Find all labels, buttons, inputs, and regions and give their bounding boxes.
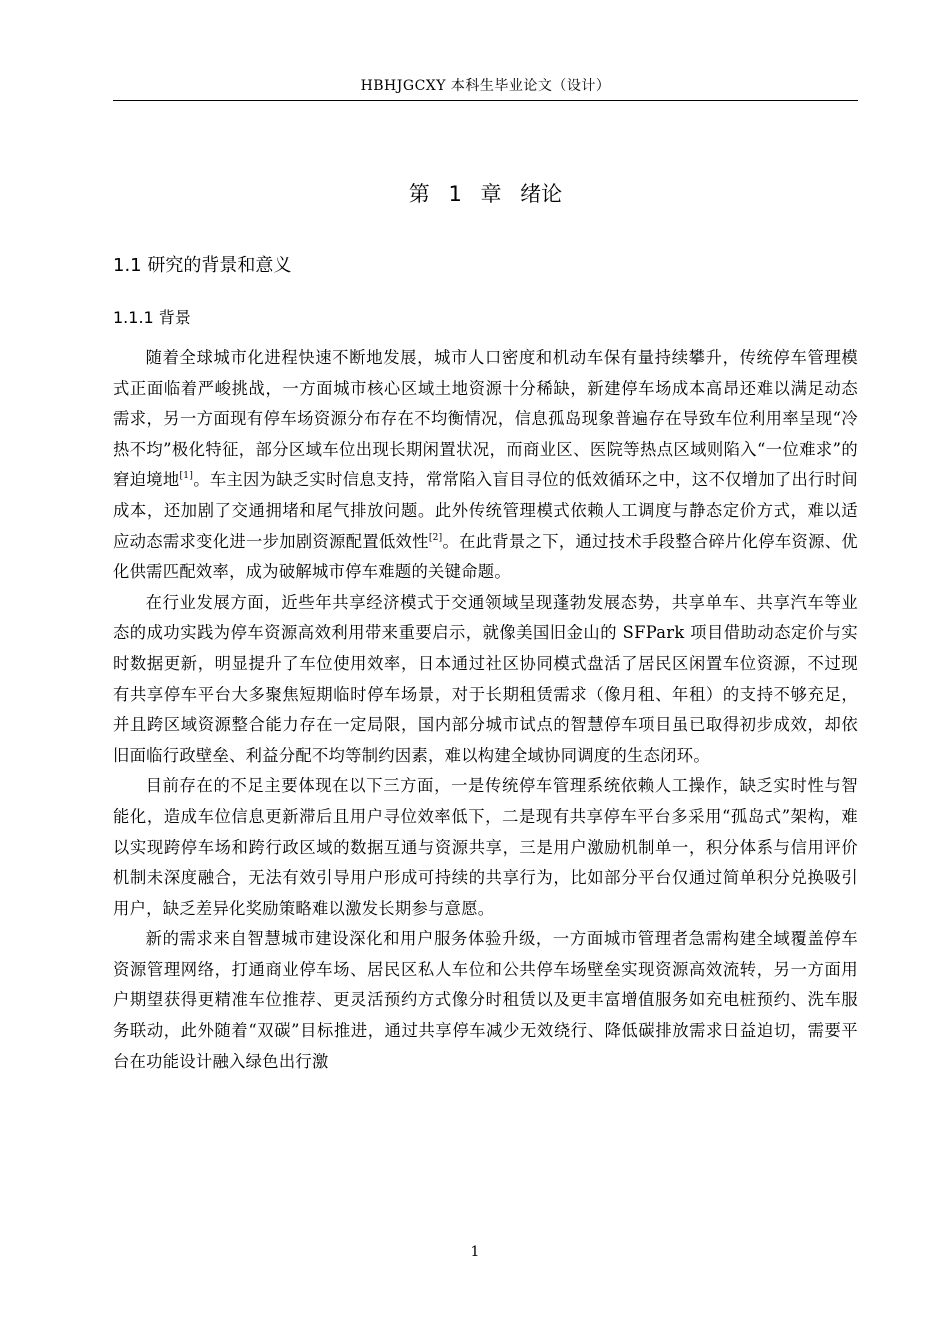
paragraph-4: 新的需求来自智慧城市建设深化和用户服务体验升级，一方面城市管理者急需构建全域覆盖停车资源管理网络，打通商业停车场、居民区私人车位和公共停车场壁垒实现资源高效流转，另一方面用户期望获得更精准车位推荐、更灵活预约方式像分时租赁以及更丰富增值服务如充电桩预约、洗车服务联动，此外随着“双碳”目标推进，通过共享停车减少无效绕行、降低碳排放需求日益迫切，需要平台在功能设计融入绿色出行激 [113, 929, 858, 1071]
paragraph-2: 在行业发展方面，近些年共享经济模式于交通领域呈现蓬勃发展态势，共享单车、共享汽车等业态的成功实践为停车资源高效利用带来重要启示，就像美国旧金山的 SFPark 项目借助动态定价与实时数据更新，明显提升了车位使用效率，日本通过社区协同模式盘活了居民区闲置车位资源，不过现有共享停车平台大多聚焦短期临时停车场景，对于长期租赁需求（像月租、年租）的支持不够充足，并且跨区域资源整合能力存在一定局限，国内部分城市试点的智慧停车项目虽已取得初步成效，却依旧面临行政壁垒、利益分配不均等制约因素，难以构建全域协同调度的生态闭环。 [113, 592, 858, 765]
paragraph-1-text-before: 随着全球城市化进程快速不断地发展，城市人口密度和机动车保有量持续攀升，传统停车管理模式正面临着严峻挑战，一方面城市核心区域土地资源十分稀缺，新建停车场成本高昂还难以满足动态需求，另一方面现有停车场资源分布存在不均衡情况，信息孤岛现象普遍存在导致车位利用率呈现“冷热不均”极化特征，部分区域车位出现长期闲置状况，而商业区、医院等热点区域则陷入“一位难求”的窘迫境地 [113, 348, 858, 490]
header-rule [113, 100, 858, 101]
section-title: 1.1 研究的背景和意义 [113, 255, 292, 276]
running-header: HBHJGCXY 本科生毕业论文（设计） [360, 78, 611, 94]
citation-1: [1] [179, 471, 194, 482]
paragraph-1-text-after: 。在此背景之下，通过技术手段整合碎片化停车资源、优化供需匹配效率，成为破解城市停车难题的关键命题。 [113, 531, 858, 582]
chapter-title: 第 1 章 绪论 [408, 182, 563, 206]
page-number: 1 [470, 1244, 480, 1260]
paragraph-3: 目前存在的不足主要体现在以下三方面，一是传统停车管理系统依赖人工操作，缺乏实时性与智能化，造成车位信息更新滞后且用户寻位效率低下，二是现有共享停车平台多采用“孤岛式”架构，难以实现跨停车场和跨行政区域的数据互通与资源共享，三是用户激励机制单一，积分体系与信用评价机制未深度融合，无法有效引导用户形成可持续的共享行为，比如部分平台仅通过简单积分兑换吸引用户，缺乏差异化奖励策略难以激发长期参与意愿。 [113, 776, 858, 918]
subsection-title: 1.1.1 背景 [113, 308, 191, 327]
citation-2: [2] [428, 532, 443, 543]
paragraph-1 [113, 343, 858, 588]
body-text [113, 343, 858, 1077]
paragraph-1-text-middle: 。车主因为缺乏实时信息支持，常常陷入盲目寻位的低效循环之中，这不仅增加了出行时间成本，还加剧了交通拥堵和尾气排放问题。此外传统管理模式依赖人工调度与静态定价方式，难以适应动态需求变化进一步加剧资源配置低效性 [113, 470, 859, 551]
